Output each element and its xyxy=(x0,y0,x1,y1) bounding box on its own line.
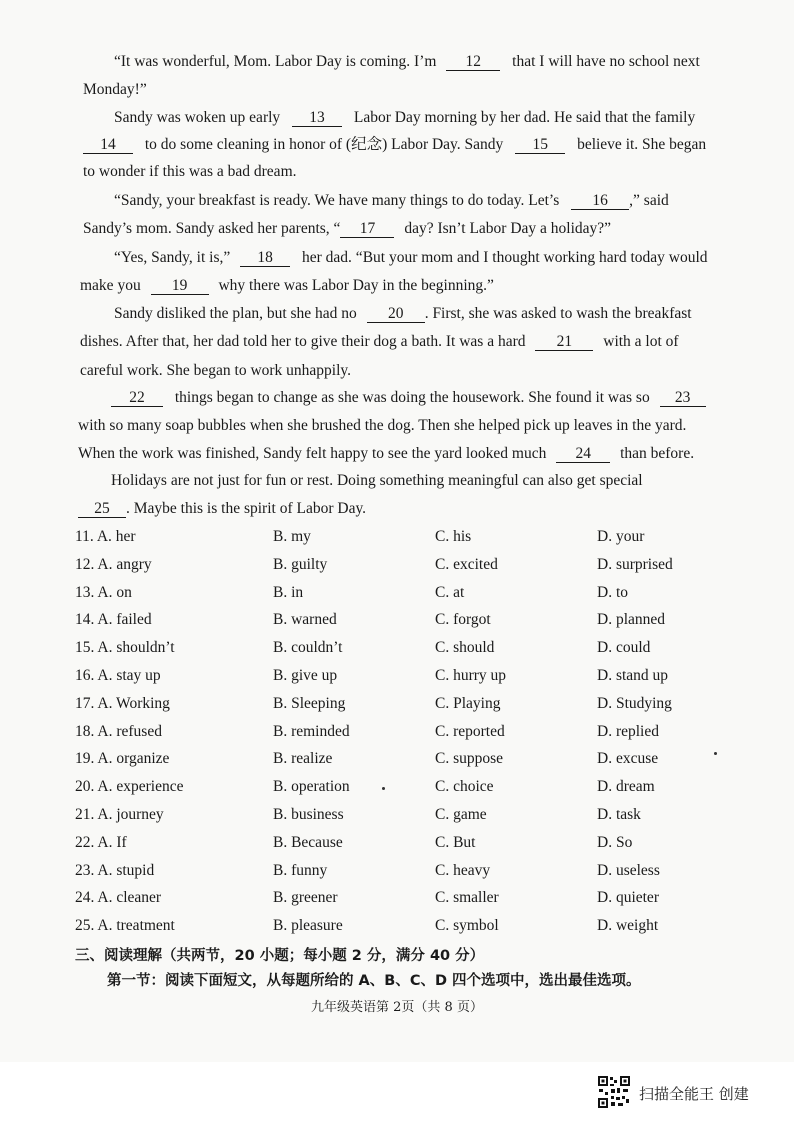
option-25-c: C. symbol xyxy=(435,917,499,935)
text-run: day? Isn’t Labor Day a holiday?” xyxy=(404,220,612,237)
option-21-b: B. business xyxy=(273,806,344,823)
blank-15: 15 xyxy=(515,136,565,154)
passage-line xyxy=(78,499,366,519)
page-footer: 九年级英语第 2页（共 8 页） xyxy=(311,1000,483,1015)
option-13-b: B. in xyxy=(273,583,304,601)
text-run: her dad. “But your mom and I thought working hard today would xyxy=(302,249,708,266)
section-instruction: 第一节：阅读下面短文，从每题所给的 A、B、C、D 四个选项中，选出最佳选项。 xyxy=(107,973,641,989)
option-24-c: C. smaller xyxy=(435,889,499,907)
option-20-b: B. operation xyxy=(273,778,350,796)
qr-code-icon xyxy=(597,1075,631,1109)
option-15-d: D. could xyxy=(597,639,651,657)
option-24-a: 24. A. cleaner xyxy=(75,889,162,907)
option-19-d: D. excuse xyxy=(597,750,659,768)
option-21-c: C. game xyxy=(435,806,487,823)
option-14-d: D. planned xyxy=(597,611,666,629)
option-14-a: 14. A. failed xyxy=(75,611,152,629)
text-run: . Maybe this is the spirit of Labor Day. xyxy=(126,500,367,517)
option-12-b: B. guilty xyxy=(273,555,328,573)
option-18-a: 18. A. refused xyxy=(75,722,162,740)
blank-17: 17 xyxy=(340,220,394,238)
option-22-b: B. Because xyxy=(273,833,343,851)
blank-14: 14 xyxy=(83,136,133,154)
text-run: than before. xyxy=(620,445,695,462)
text-run: to do some cleaning in honor of (纪念) Labor Day. Sandy xyxy=(144,136,504,153)
option-22-a: 22. A. If xyxy=(75,833,127,851)
option-20-d: D. dream xyxy=(597,778,655,796)
passage-line: Holidays are not just for fun or rest. Doing something meaningful can also get special xyxy=(111,472,643,489)
passage-line: with so many soap bubbles when she brushed the dog. Then she helped pick up leaves in the yard. xyxy=(78,417,687,434)
text-run: When the work was finished, Sandy felt happy to see the yard looked much xyxy=(78,445,547,462)
option-17-b: B. Sleeping xyxy=(273,694,346,712)
passage-line xyxy=(80,332,679,352)
option-21-d: D. task xyxy=(597,806,641,823)
option-23-a: 23. A. stupid xyxy=(75,861,155,879)
scan-speck xyxy=(714,752,717,755)
passage-line xyxy=(114,52,700,72)
option-18-b: B. reminded xyxy=(273,722,350,740)
text-run: “Sandy, your breakfast is ready. We have many things to do today. Let’s xyxy=(114,192,560,209)
passage-line xyxy=(114,304,692,324)
option-11-d: D. your xyxy=(597,528,645,545)
option-25-b: B. pleasure xyxy=(273,917,343,935)
option-25-a: 25. A. treatment xyxy=(75,917,175,935)
option-15-c: C. should xyxy=(435,639,495,657)
option-19-c: C. suppose xyxy=(435,750,504,768)
blank-21: 21 xyxy=(535,333,593,351)
option-24-b: B. greener xyxy=(273,889,338,907)
option-17-a: 17. A. Working xyxy=(75,694,170,712)
option-17-c: C. Playing xyxy=(435,694,501,712)
option-22-d: D. So xyxy=(597,833,633,851)
passage-line: to wonder if this was a bad dream. xyxy=(83,163,297,180)
option-19-b: B. realize xyxy=(273,750,333,768)
text-run: why there was Labor Day in the beginning.” xyxy=(218,277,494,294)
option-24-d: D. quieter xyxy=(597,889,659,907)
text-run: things began to change as she was doing the housework. She found it was so xyxy=(174,389,650,406)
text-run: make you xyxy=(80,277,141,294)
option-25-d: D. weight xyxy=(597,917,659,935)
option-16-c: C. hurry up xyxy=(435,667,507,684)
option-20-a: 20. A. experience xyxy=(75,778,184,796)
option-13-d: D. to xyxy=(597,583,628,601)
option-16-d: D. stand up xyxy=(597,667,669,684)
option-15-a: 15. A. shouldn’t xyxy=(75,639,175,657)
text-run: “It was wonderful, Mom. Labor Day is coming. I’m xyxy=(114,53,437,70)
passage-line xyxy=(83,135,706,155)
option-23-c: C. heavy xyxy=(435,861,491,879)
option-16-b: B. give up xyxy=(273,667,338,684)
option-11-c: C. his xyxy=(435,528,472,545)
text-run: . First, she was asked to wash the breakfast xyxy=(424,305,692,322)
scan-speck xyxy=(382,787,385,790)
blank-24: 24 xyxy=(556,445,610,463)
text-run: believe it. She began xyxy=(577,136,707,153)
blank-13: 13 xyxy=(292,109,342,127)
option-12-c: C. excited xyxy=(435,555,498,573)
passage-line xyxy=(83,219,611,239)
text-run: with a lot of xyxy=(603,333,679,350)
passage-line xyxy=(114,248,708,268)
text-run: that I will have no school next xyxy=(512,53,700,70)
blank-25: 25 xyxy=(78,500,126,518)
text-run: Sandy’s mom. Sandy asked her parents, “ xyxy=(83,220,341,237)
text-run: Sandy was woken up early xyxy=(114,109,281,126)
blank-22: 22 xyxy=(111,389,163,407)
option-18-c: C. reported xyxy=(435,722,505,740)
blank-23: 23 xyxy=(660,389,706,407)
option-17-d: D. Studying xyxy=(597,694,672,712)
option-13-a: 13. A. on xyxy=(75,583,132,601)
option-21-a: 21. A. journey xyxy=(75,806,164,823)
text-run: Sandy disliked the plan, but she had no xyxy=(114,305,357,322)
text-run: “Yes, Sandy, it is,” xyxy=(114,249,231,266)
blank-20: 20 xyxy=(367,305,425,323)
passage-line xyxy=(80,276,494,296)
blank-12: 12 xyxy=(446,53,500,71)
scanner-watermark: 扫描全能王 创建 xyxy=(639,1085,749,1103)
option-14-c: C. forgot xyxy=(435,611,491,629)
text-run: Labor Day morning by her dad. He said that the family xyxy=(353,109,696,126)
option-22-c: C. But xyxy=(435,833,476,851)
blank-16: 16 xyxy=(571,192,629,210)
passage-line xyxy=(114,108,695,128)
passage-line xyxy=(111,388,706,408)
option-23-d: D. useless xyxy=(597,861,660,879)
blank-19: 19 xyxy=(151,277,209,295)
option-12-a: 12. A. angry xyxy=(75,555,152,573)
option-20-c: C. choice xyxy=(435,778,494,796)
passage-line xyxy=(78,444,694,464)
blank-18: 18 xyxy=(240,249,290,267)
option-13-c: C. at xyxy=(435,583,465,601)
option-18-d: D. replied xyxy=(597,722,659,740)
option-12-d: D. surprised xyxy=(597,555,673,573)
passage-line: Monday!” xyxy=(83,81,147,98)
section-heading: 三、阅读理解（共两节，20 小题；每小题 2 分，满分 40 分） xyxy=(75,948,485,964)
passage-line xyxy=(114,191,669,211)
option-11-a: 11. A. her xyxy=(75,528,136,545)
text-run: ,” said xyxy=(629,192,669,209)
option-14-b: B. warned xyxy=(273,611,337,629)
option-16-a: 16. A. stay up xyxy=(75,667,161,684)
option-23-b: B. funny xyxy=(273,861,328,879)
passage-line: careful work. She began to work unhappily. xyxy=(80,362,352,379)
option-19-a: 19. A. organize xyxy=(75,750,170,768)
text-run: dishes. After that, her dad told her to give their dog a bath. It was a hard xyxy=(80,333,526,350)
option-11-b: B. my xyxy=(273,528,311,545)
option-15-b: B. couldn’t xyxy=(273,639,343,657)
